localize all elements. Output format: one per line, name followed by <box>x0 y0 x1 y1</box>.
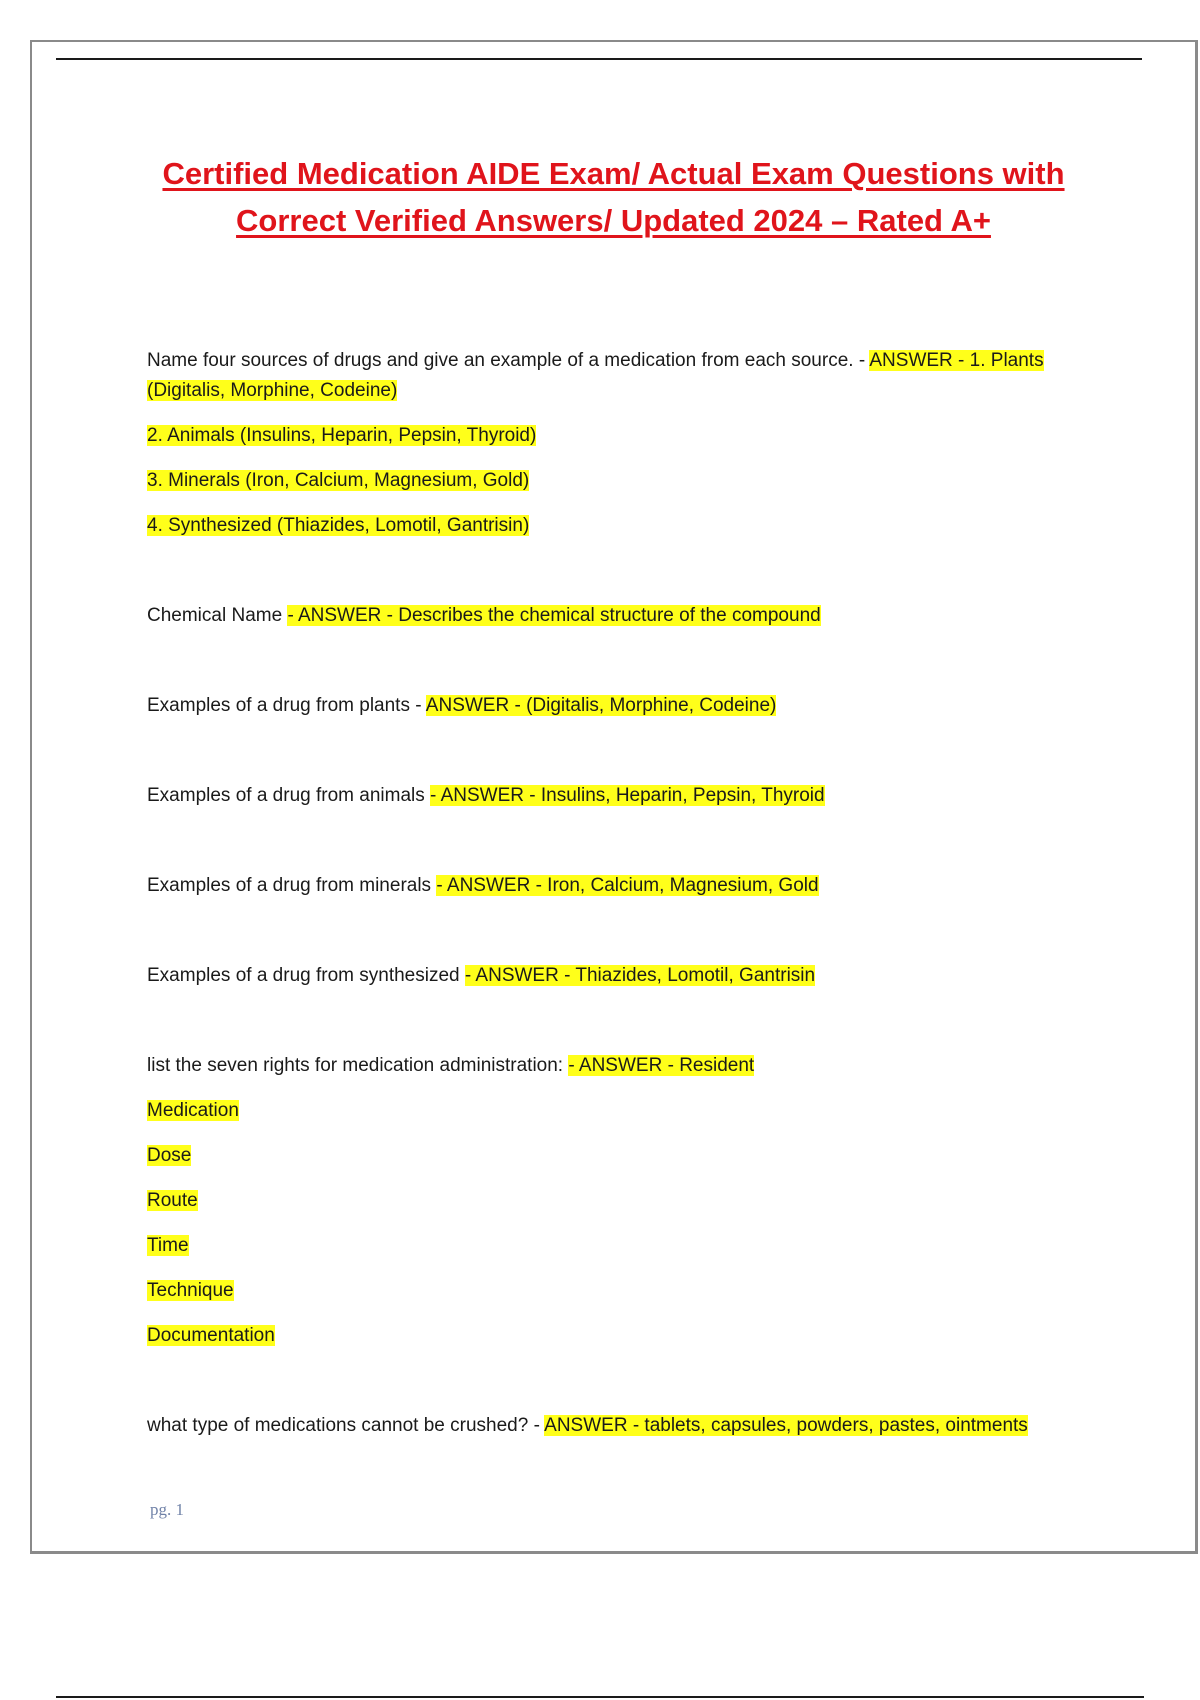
answer-list-item: Dose <box>147 1145 192 1166</box>
answer-list-item: 2. Animals (Insulins, Heparin, Pepsin, Thyroid) <box>147 425 537 446</box>
header-rule <box>56 58 1142 60</box>
answer-text: - ANSWER - Iron, Calcium, Magnesium, Gold <box>436 875 819 896</box>
question-text: Examples of a drug from minerals <box>147 875 437 896</box>
qa-item-synthesized <box>147 961 1127 991</box>
document-page <box>30 40 1198 1554</box>
qa-item-minerals <box>147 871 1127 901</box>
document-title <box>32 150 1195 244</box>
answer-text: ANSWER - (Digitalis, Morphine, Codeine) <box>425 695 777 716</box>
qa-item-animals <box>147 781 1127 811</box>
qa-item-cannot-crush <box>147 1411 1127 1441</box>
question-text: what type of medications cannot be crushed? - <box>147 1415 545 1436</box>
title-line-1: Certified Medication AIDE Exam/ Actual Exam Questions with <box>162 156 1065 191</box>
answer-text: - ANSWER - Thiazides, Lomotil, Gantrisin <box>464 965 816 986</box>
answer-list-item: Medication <box>147 1100 239 1121</box>
answer-list-item: 4. Synthesized (Thiazides, Lomotil, Gantrisin) <box>147 515 530 536</box>
answer-list-item: 3. Minerals (Iron, Calcium, Magnesium, Gold) <box>147 470 530 491</box>
next-page-header-rule <box>56 1696 1144 1698</box>
title-line-2: Correct Verified Answers/ Updated 2024 – Rated A+ <box>236 203 991 238</box>
question-text: Examples of a drug from plants - <box>147 695 426 716</box>
qa-item-drug-sources <box>147 346 1127 376</box>
answer-text: ANSWER - tablets, capsules, powders, pastes, ointments <box>544 1415 1028 1436</box>
qa-item-chemical-name <box>147 601 1127 631</box>
page-number: pg. 1 <box>150 1500 184 1519</box>
question-text: list the seven rights for medication administration: <box>147 1055 569 1076</box>
question-text: Name four sources of drugs and give an example of a medication from each source. - <box>147 350 870 371</box>
question-text: Examples of a drug from synthesized <box>147 965 465 986</box>
answer-list-item: Route <box>147 1190 198 1211</box>
qa-item-seven-rights <box>147 1051 1127 1081</box>
answer-text: - ANSWER - Describes the chemical structure of the compound <box>287 605 821 626</box>
question-text: Chemical Name <box>147 605 288 626</box>
answer-text: - ANSWER - Resident <box>568 1055 755 1076</box>
answer-text: ANSWER - 1. Plants <box>869 350 1044 371</box>
question-text: Examples of a drug from animals <box>147 785 431 806</box>
answer-text: (Digitalis, Morphine, Codeine) <box>147 380 398 401</box>
answer-list-item: Technique <box>147 1280 234 1301</box>
qa-item-plants <box>147 691 1127 721</box>
answer-text: - ANSWER - Insulins, Heparin, Pepsin, Thyroid <box>430 785 825 806</box>
answer-continuation <box>147 376 1127 406</box>
answer-list-item: Time <box>147 1235 189 1256</box>
answer-list-item: Documentation <box>147 1325 275 1346</box>
qa-content <box>147 346 1127 1441</box>
